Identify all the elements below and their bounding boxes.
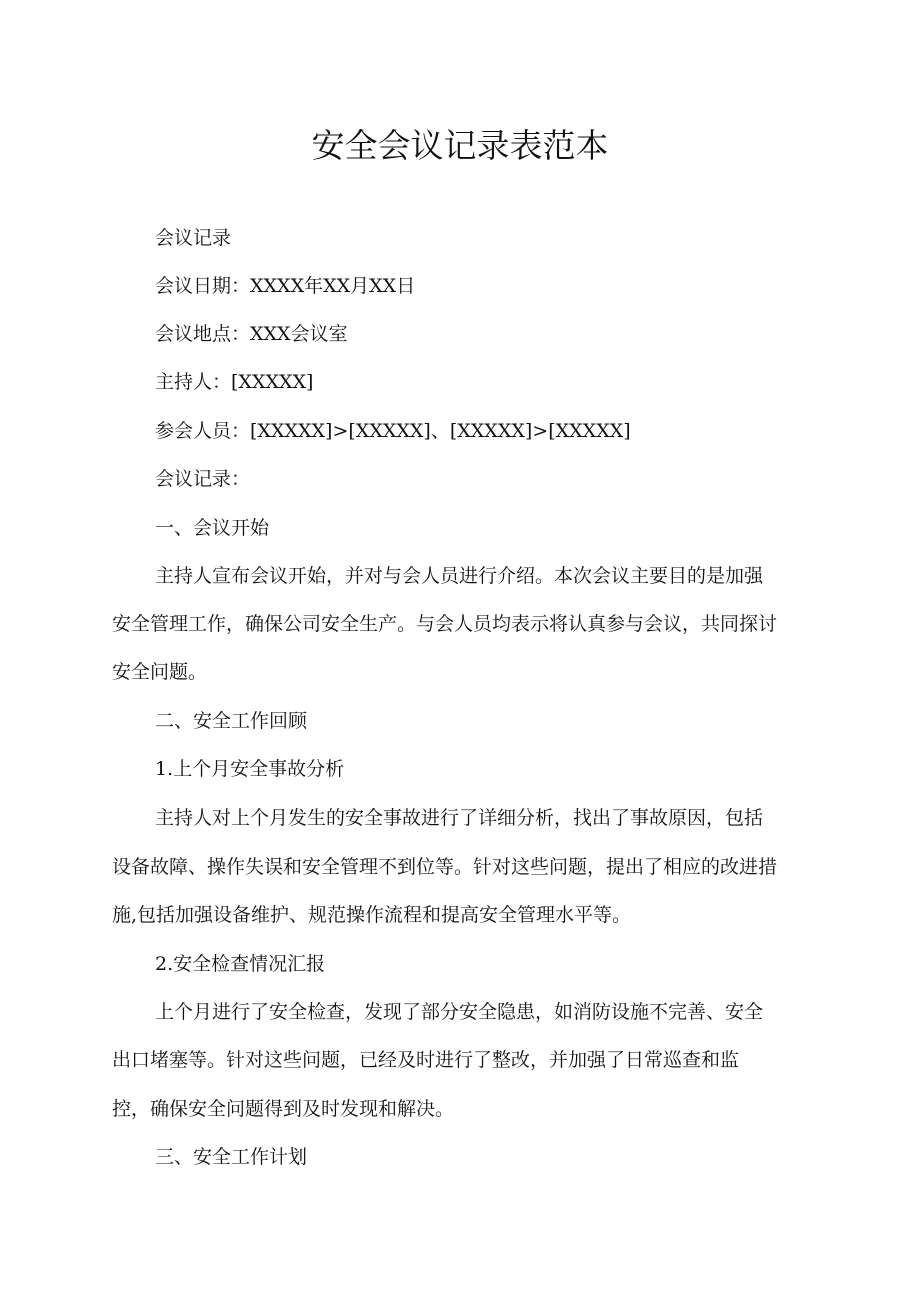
paragraph-line: 安全管理工作，确保公司安全生产。与会人员均表示将认真参与会议，共同探讨 xyxy=(112,613,778,635)
meeting-location: 会议地点：XXX会议室 xyxy=(155,323,348,345)
paragraph-line: 控，确保安全问题得到及时发现和解决。 xyxy=(112,1098,455,1120)
subsection-heading-2: 2.安全检查情况汇报 xyxy=(155,953,326,975)
section-heading-2: 二、安全工作回顾 xyxy=(155,710,308,732)
paragraph-line: 安全问题。 xyxy=(112,661,208,683)
heading-meeting-record: 会议记录 xyxy=(155,227,232,249)
paragraph-line: 主持人宣布会议开始，并对与会人员进行介绍。本次会议主要目的是加强 xyxy=(155,565,764,587)
meeting-attendees: 参会人员：[XXXXX]>[XXXXX]、[XXXXX]>[XXXXX] xyxy=(155,420,631,442)
paragraph-line: 出口堵塞等。针对这些问题，已经及时进行了整改，并加强了日常巡查和监 xyxy=(112,1049,740,1071)
paragraph-line: 施,包括加强设备维护、规范操作流程和提高安全管理水平等。 xyxy=(112,904,632,926)
document-title: 安全会议记录表范本 xyxy=(311,126,609,165)
paragraph-line: 设备故障、操作失误和安全管理不到位等。针对这些问题，提出了相应的改进措 xyxy=(112,856,778,878)
meeting-date: 会议日期：XXXX年XX月XX日 xyxy=(155,275,416,297)
paragraph-line: 主持人对上个月发生的安全事故进行了详细分析，找出了事故原因，包括 xyxy=(155,807,764,829)
subsection-heading-1: 1.上个月安全事故分析 xyxy=(155,758,345,780)
meeting-host: 主持人：[XXXXX] xyxy=(155,371,314,393)
paragraph-line: 上个月进行了安全检查，发现了部分安全隐患，如消防设施不完善、安全 xyxy=(155,1001,764,1023)
meeting-notes-label: 会议记录： xyxy=(155,468,251,490)
section-heading-3: 三、安全工作计划 xyxy=(155,1146,308,1168)
section-heading-1: 一、会议开始 xyxy=(155,517,270,539)
